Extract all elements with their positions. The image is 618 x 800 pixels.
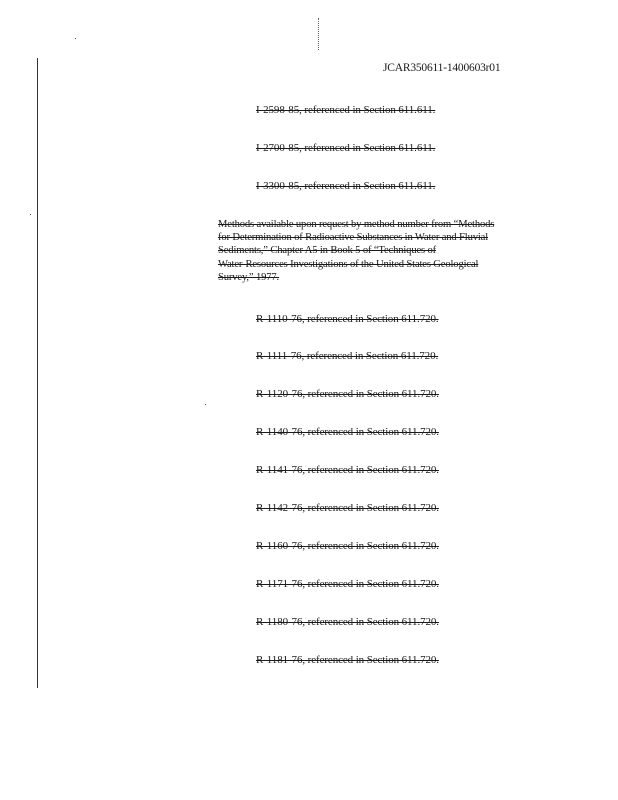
usgs-ref-line: I-2700-85, referenced in Section 611.611. xyxy=(256,142,436,154)
document-id: JCAR350611-1400603r01 xyxy=(383,62,501,74)
scan-speck xyxy=(30,214,31,215)
scan-speck xyxy=(205,404,206,405)
revision-margin-bar xyxy=(37,58,38,688)
usgs-ref-line: I-3300-85, referenced in Section 611.611. xyxy=(256,180,436,192)
r-ref-line: R-1160-76, referenced in Section 611.720. xyxy=(256,540,439,552)
r-ref-line: R-1171-76, referenced in Section 611.720. xyxy=(256,578,439,590)
r-ref-line: R-1180-76, referenced in Section 611.720. xyxy=(256,616,439,628)
r-ref-line: R-1181-76, referenced in Section 611.720. xyxy=(256,654,439,666)
r-ref-line: R-1111-76, referenced in Section 611.720. xyxy=(256,350,439,362)
usgs-ref-line: I-2598-85, referenced in Section 611.611. xyxy=(256,104,436,116)
r-ref-line: R-1120-76, referenced in Section 611.720. xyxy=(256,388,439,400)
r-ref-line: R-1110-76, referenced in Section 611.720. xyxy=(256,313,439,325)
methods-paragraph: Methods available upon request by method number from “Methods for Determination of Radioactive Substances in Water and Fluvial Sediments,” Chapter A5 in Book 5 of “Techniques of Water-Resources Investigations of the United States Geological Survey,” 1977. xyxy=(218,219,495,283)
scan-artifact-dots xyxy=(318,18,320,50)
scan-speck xyxy=(75,38,76,39)
r-ref-line: R-1141-76, referenced in Section 611.720. xyxy=(256,464,439,476)
r-ref-line: R-1140-76, referenced in Section 611.720. xyxy=(256,426,439,438)
r-ref-line: R-1142-76, referenced in Section 611.720. xyxy=(256,502,439,514)
